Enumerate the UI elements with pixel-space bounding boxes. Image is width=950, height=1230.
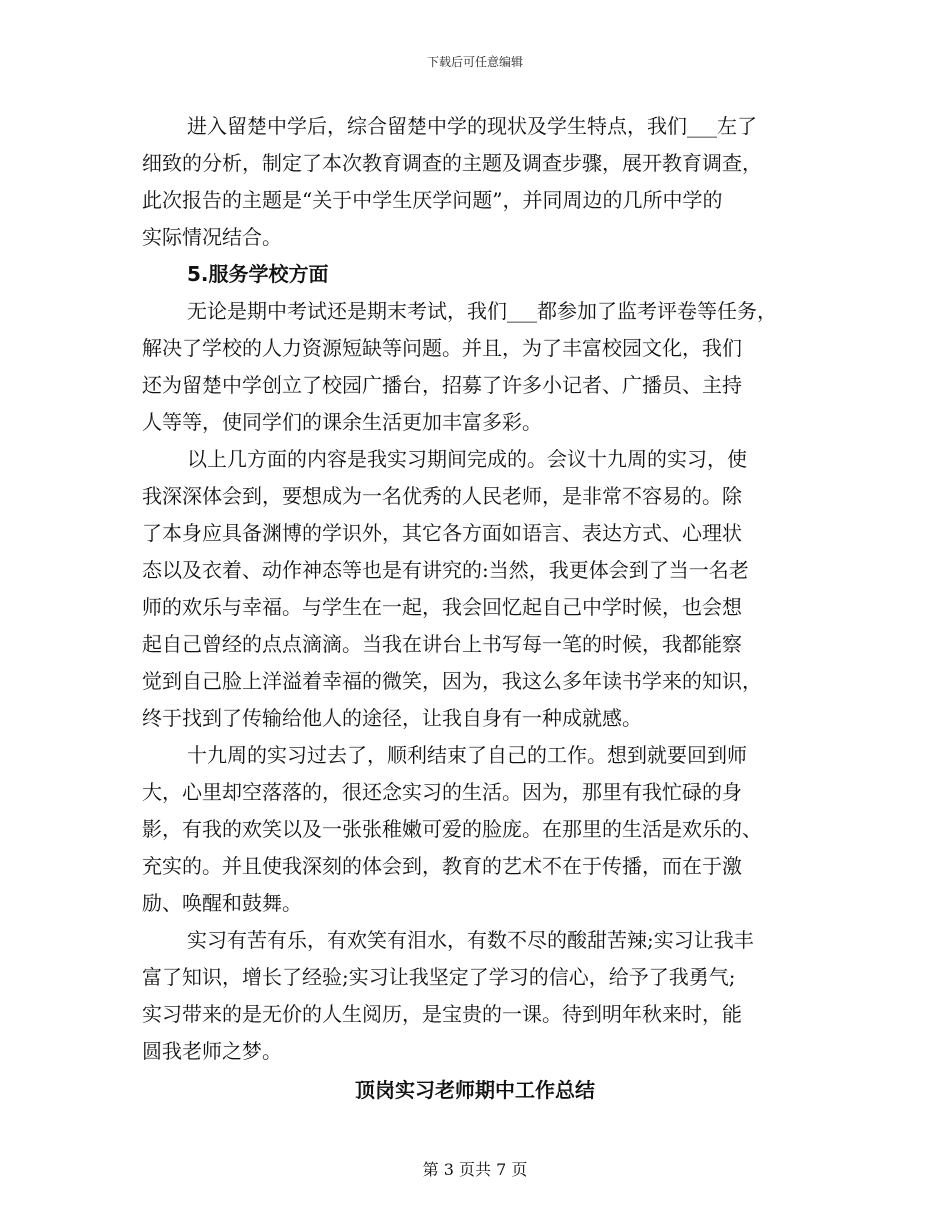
paragraph-line: 励、唤醒和鼓舞。 (142, 891, 302, 915)
paragraph-line: 终于找到了传输给他人的途径，让我自身有一种成就感。 (142, 706, 642, 730)
paragraph-line: 大，心里却空落落的，很还念实习的生活。因为，那里有我忙碌的身 (142, 780, 742, 804)
paragraph-line: 充实的。并且使我深刻的体会到，教育的艺术不在于传播，而在于激 (142, 854, 742, 878)
paragraph-line: 觉到自己脸上洋溢着幸福的微笑，因为，我这么多年读书学来的知识， (142, 669, 762, 693)
paragraph (142, 922, 822, 1070)
paragraph (142, 293, 822, 441)
paragraph-line: 进入留楚中学后，综合留楚中学的现状及学生特点，我们___左了 (187, 114, 757, 138)
paragraph-line: 实习带来的是无价的人生阅历，是宝贵的一课。待到明年秋来时，能 (142, 1002, 742, 1026)
paragraph-line: 我深深体会到，要想成为一名优秀的人民老师，是非常不容易的。除 (142, 484, 742, 508)
paragraph (142, 108, 822, 256)
document-body (142, 108, 822, 1070)
paragraph-line: 以上几方面的内容是我实习期间完成的。会议十九周的实习，使 (187, 447, 747, 471)
paragraph (142, 737, 822, 922)
paragraph-line: 解决了学校的人力资源短缺等问题。并且，为了丰富校园文化，我们 (142, 336, 742, 360)
paragraph-line: 富了知识，增长了经验;实习让我坚定了学习的信心，给予了我勇气; (142, 965, 736, 989)
paragraph-line: 师的欢乐与幸福。与学生在一起，我会回忆起自己中学时候，也会想 (142, 595, 742, 619)
paragraph-line: 无论是期中考试还是期末考试，我们___都参加了监考评卷等任务， (187, 299, 777, 323)
document-title: 顶岗实习老师期中工作总结 (355, 1078, 595, 1102)
paragraph-line: 实习有苦有乐，有欢笑有泪水，有数不尽的酸甜苦辣;实习让我丰 (187, 928, 754, 952)
paragraph-line: 此次报告的主题是“关于中学生厌学问题”，并同周边的几所中学的 (142, 188, 723, 212)
paragraph-line: 态以及衣着、动作神态等也是有讲究的:当然，我更体会到了当一名老 (142, 558, 749, 582)
paragraph (142, 441, 822, 737)
paragraph-line: 细致的分析，制定了本次教育调查的主题及调查步骤，展开教育调查， (142, 151, 762, 175)
section-heading: 5.服务学校方面 (187, 262, 329, 286)
page-header: 下载后可任意编辑 (426, 55, 523, 69)
paragraph-line: 人等等，使同学们的课余生活更加丰富多彩。 (142, 410, 542, 434)
paragraph-line: 还为留楚中学创立了校园广播台，招募了许多小记者、广播员、主持 (142, 373, 742, 397)
paragraph-line: 起自己曾经的点点滴滴。当我在讲台上书写每一笔的时候，我都能察 (142, 632, 742, 656)
paragraph-line: 了本身应具备渊博的学识外，其它各方面如语言、表达方式、心理状 (142, 521, 742, 545)
paragraph-line: 影，有我的欢笑以及一张张稚嫩可爱的脸庞。在那里的生活是欢乐的、 (142, 817, 762, 841)
paragraph-line: 圆我老师之梦。 (142, 1039, 282, 1063)
paragraph-line: 十九周的实习过去了，顺利结束了自己的工作。想到就要回到师 (187, 743, 747, 767)
paragraph-line: 实际情况结合。 (142, 225, 282, 249)
page-footer: 第 3 页共 7 页 (422, 1160, 528, 1179)
